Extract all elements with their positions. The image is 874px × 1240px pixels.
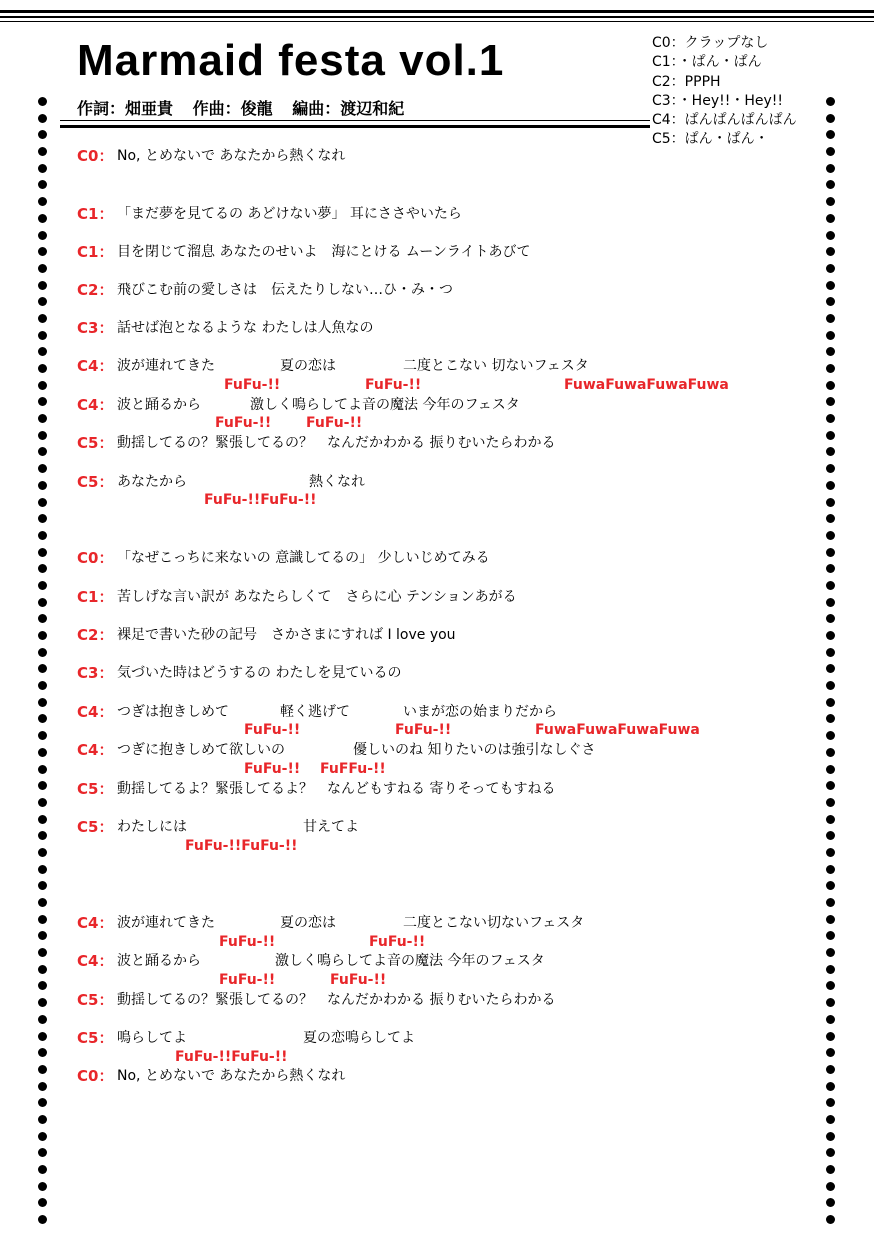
- border-dot: [826, 97, 835, 106]
- border-dot: [38, 481, 47, 490]
- fan-call: FuFu-!!: [365, 377, 422, 393]
- border-dot: [38, 1198, 47, 1207]
- border-dot: [38, 798, 47, 807]
- border-dot: [826, 481, 835, 490]
- border-dot: [826, 898, 835, 907]
- border-dot: [38, 214, 47, 223]
- call-code: C5：: [77, 473, 114, 491]
- border-dot: [38, 698, 47, 707]
- border-dot: [826, 1165, 835, 1174]
- border-dot: [826, 364, 835, 373]
- border-dot: [38, 314, 47, 323]
- lyric-text: 夏の恋は: [280, 915, 336, 931]
- top-rule-2: [0, 16, 874, 18]
- call-code: C1：: [77, 205, 114, 223]
- border-dot: [826, 1182, 835, 1191]
- border-dot: [826, 297, 835, 306]
- border-dot: [826, 180, 835, 189]
- lyric-text: No, とめないで あなたから熱くなれ: [117, 1068, 346, 1084]
- lyric-text: 二度とこない 切ないフェスタ: [403, 358, 589, 374]
- border-dot: [38, 464, 47, 473]
- border-dot: [826, 915, 835, 924]
- lyric-text: No, とめないで あなたから熱くなれ: [117, 148, 346, 164]
- lyric-text: わたしには: [117, 819, 187, 835]
- border-dot: [826, 281, 835, 290]
- border-dot: [826, 197, 835, 206]
- fan-call: FuwaFuwaFuwaFuwa: [535, 722, 700, 738]
- fan-call: FuFu-!!: [306, 415, 363, 431]
- border-dot: [826, 414, 835, 423]
- call-code: C3：: [77, 664, 114, 682]
- border-dot: [826, 831, 835, 840]
- border-dot: [826, 1048, 835, 1057]
- border-dot: [826, 765, 835, 774]
- border-dot: [38, 564, 47, 573]
- border-dot: [38, 247, 47, 256]
- border-dot: [826, 264, 835, 273]
- fan-call: FuFu-!!: [395, 722, 452, 738]
- call-code: C3：: [77, 319, 114, 337]
- border-dot: [38, 431, 47, 440]
- border-dot: [826, 431, 835, 440]
- lyric-text: 夏の恋鳴らしてよ: [303, 1030, 415, 1046]
- credits: [77, 96, 418, 119]
- call-code: C4：: [77, 952, 114, 970]
- call-code: C2：: [77, 281, 114, 299]
- border-dot: [38, 347, 47, 356]
- lyric-text: 鳴らしてよ: [117, 1030, 187, 1046]
- border-dot: [826, 698, 835, 707]
- border-dot: [38, 1115, 47, 1124]
- border-dot: [826, 214, 835, 223]
- legend-c5: C5：ぱん・ぱん・: [652, 131, 769, 148]
- border-dot: [38, 981, 47, 990]
- border-dot: [38, 514, 47, 523]
- legend-c1: C1：・ぱん・ぱん: [652, 54, 762, 71]
- border-dot: [826, 381, 835, 390]
- border-dot: [826, 648, 835, 657]
- lyric-text: 話せば泡となるような わたしは人魚なの: [117, 320, 374, 336]
- border-dot: [38, 130, 47, 139]
- border-dot: [38, 447, 47, 456]
- arranger-credit: 編曲：渡辺和紀: [292, 99, 405, 118]
- border-dot: [826, 164, 835, 173]
- border-dot: [826, 714, 835, 723]
- fan-call: FuFu-!!: [224, 377, 281, 393]
- call-code: C5：: [77, 434, 114, 452]
- lyric-text: 「まだ夢を見てるの あどけない夢」 耳にささやいたら: [117, 206, 462, 222]
- border-dot: [38, 548, 47, 557]
- border-dot: [826, 598, 835, 607]
- border-dot: [38, 931, 47, 940]
- border-dot: [826, 1115, 835, 1124]
- border-dot: [826, 815, 835, 824]
- call-code: C1：: [77, 243, 114, 261]
- legend-c2: C2：PPPH: [652, 73, 721, 90]
- border-dot: [826, 130, 835, 139]
- border-dot: [38, 1048, 47, 1057]
- lyric-text: つぎは抱きしめて: [117, 704, 229, 720]
- border-dot: [826, 447, 835, 456]
- legend-c4: C4：ぱんぱんぱんぱん: [652, 112, 797, 129]
- lyric-text: 波が連れてきた: [117, 358, 215, 374]
- call-code: C5：: [77, 991, 114, 1009]
- border-dot: [826, 865, 835, 874]
- border-dot: [826, 981, 835, 990]
- call-code: C4：: [77, 703, 114, 721]
- header-underline-thick: [60, 125, 650, 128]
- lyric-text: 二度とこない切ないフェスタ: [403, 915, 585, 931]
- border-dot: [826, 798, 835, 807]
- call-code: C5：: [77, 818, 114, 836]
- lyric-text: 苦しげな言い訳が あなたらしくて さらに心 テンションあがる: [117, 589, 517, 605]
- border-dot: [826, 948, 835, 957]
- call-code: C4：: [77, 357, 114, 375]
- border-dot: [826, 331, 835, 340]
- border-dot: [826, 1198, 835, 1207]
- border-dot: [826, 397, 835, 406]
- lyric-text: 目を閉じて溜息 あなたのせいよ 海にとける ムーンライトあびて: [117, 244, 531, 260]
- fan-call: FuFu-!!: [244, 761, 301, 777]
- border-dot: [38, 898, 47, 907]
- border-dot: [38, 831, 47, 840]
- border-dot: [38, 531, 47, 540]
- border-dot: [38, 848, 47, 857]
- fan-call: FuFu-!!: [215, 415, 272, 431]
- call-code: C2：: [77, 626, 114, 644]
- border-dot: [826, 1132, 835, 1141]
- lyric-text: 激しく鳴らしてよ音の魔法 今年のフェスタ: [250, 397, 520, 413]
- fan-call: FuFFu-!!: [320, 761, 386, 777]
- border-dot: [826, 1015, 835, 1024]
- legend-c0: C0：クラップなし: [652, 35, 769, 51]
- lyric-text: 波と踊るから: [117, 953, 201, 969]
- lyric-text: 波と踊るから: [117, 397, 201, 413]
- lyric-text: つぎに抱きしめて欲しいの: [117, 742, 285, 758]
- border-dot: [38, 1082, 47, 1091]
- border-dot: [38, 381, 47, 390]
- lyric-text: 裸足で書いた砂の記号 さかさまにすれば I love you: [117, 627, 456, 643]
- border-dot: [826, 664, 835, 673]
- border-dot: [38, 815, 47, 824]
- call-code: C4：: [77, 741, 114, 759]
- border-dot: [38, 1098, 47, 1107]
- border-dot: [38, 147, 47, 156]
- lyric-text: 夏の恋は: [280, 358, 336, 374]
- fan-call: FuFu-!!FuFu-!!: [175, 1049, 288, 1065]
- border-dot: [38, 498, 47, 507]
- fan-call: FuFu-!!: [244, 722, 301, 738]
- call-code: C4：: [77, 914, 114, 932]
- lyric-text: 気づいた時はどうするの わたしを見ているの: [117, 665, 402, 681]
- border-dot: [38, 614, 47, 623]
- border-dot: [826, 564, 835, 573]
- border-dot: [826, 1032, 835, 1041]
- border-dot: [38, 1015, 47, 1024]
- border-dot: [826, 498, 835, 507]
- border-dot: [38, 765, 47, 774]
- top-rule-3: [0, 21, 874, 22]
- border-dot: [38, 1032, 47, 1041]
- border-dot: [38, 414, 47, 423]
- border-dot: [38, 965, 47, 974]
- border-dot: [38, 397, 47, 406]
- border-dot: [38, 748, 47, 757]
- border-dot: [826, 347, 835, 356]
- lyric-text: 甘えてよ: [303, 819, 359, 835]
- border-dot: [826, 314, 835, 323]
- lyric-text: 「なぜこっちに来ないの 意識してるの」 少しいじめてみる: [117, 550, 490, 566]
- border-dot: [826, 1082, 835, 1091]
- call-code: C5：: [77, 780, 114, 798]
- border-dot: [826, 931, 835, 940]
- border-dot: [38, 948, 47, 957]
- border-dot: [826, 231, 835, 240]
- border-dot: [38, 1215, 47, 1224]
- lyric-text: 優しいのね 知りたいのは強引なしぐさ: [353, 742, 596, 758]
- border-dot: [38, 1165, 47, 1174]
- border-dot: [826, 1098, 835, 1107]
- call-legend: [652, 34, 797, 150]
- fan-call: FuwaFuwaFuwaFuwa: [564, 377, 729, 393]
- border-dot: [38, 581, 47, 590]
- lyric-text: いまが恋の始まりだから: [403, 704, 557, 720]
- border-dot: [38, 197, 47, 206]
- right-dot-border: [826, 97, 836, 1237]
- border-dot: [38, 865, 47, 874]
- border-dot: [38, 881, 47, 890]
- border-dot: [826, 848, 835, 857]
- border-dot: [38, 331, 47, 340]
- top-rule-1: [0, 10, 874, 13]
- call-code: C0：: [77, 147, 114, 165]
- song-title: Marmaid festa vol.1: [77, 36, 505, 85]
- call-code: C5：: [77, 1029, 114, 1047]
- border-dot: [38, 1148, 47, 1157]
- border-dot: [38, 231, 47, 240]
- border-dot: [38, 297, 47, 306]
- fan-call: FuFu-!!: [369, 934, 426, 950]
- border-dot: [38, 281, 47, 290]
- border-dot: [826, 247, 835, 256]
- border-dot: [38, 681, 47, 690]
- lyric-text: 波が連れてきた: [117, 915, 215, 931]
- border-dot: [38, 714, 47, 723]
- border-dot: [38, 1065, 47, 1074]
- left-dot-border: [38, 97, 48, 1237]
- border-dot: [38, 180, 47, 189]
- border-dot: [826, 464, 835, 473]
- border-dot: [826, 965, 835, 974]
- border-dot: [38, 114, 47, 123]
- border-dot: [38, 364, 47, 373]
- border-dot: [826, 147, 835, 156]
- lyric-text: 動揺してるの？緊張してるの？ なんだかわかる 振りむいたらわかる: [117, 435, 556, 451]
- border-dot: [38, 915, 47, 924]
- legend-c3: C3：・Hey!!・Hey!!: [652, 92, 783, 109]
- call-code: C0：: [77, 549, 114, 567]
- border-dot: [826, 514, 835, 523]
- fan-call: FuFu-!!: [219, 934, 276, 950]
- lyric-text: 動揺してるの？緊張してるの？ なんだかわかる 振りむいたらわかる: [117, 992, 556, 1008]
- lyricist-credit: 作詞：畑亜貴: [77, 99, 174, 118]
- border-dot: [826, 998, 835, 1007]
- fan-call: FuFu-!!FuFu-!!: [204, 492, 317, 508]
- border-dot: [826, 748, 835, 757]
- border-dot: [38, 781, 47, 790]
- lyric-text: あなたから: [117, 474, 187, 490]
- lyric-text: 飛びこむ前の愛しさは 伝えたりしない…ひ・み・つ: [117, 282, 453, 298]
- lyric-text: 軽く逃げて: [280, 704, 350, 720]
- border-dot: [38, 1132, 47, 1141]
- border-dot: [38, 264, 47, 273]
- border-dot: [826, 1148, 835, 1157]
- border-dot: [826, 881, 835, 890]
- lyric-text: 熱くなれ: [309, 474, 365, 490]
- border-dot: [826, 114, 835, 123]
- border-dot: [826, 1065, 835, 1074]
- border-dot: [38, 731, 47, 740]
- border-dot: [38, 648, 47, 657]
- border-dot: [38, 598, 47, 607]
- call-code: C4：: [77, 396, 114, 414]
- border-dot: [826, 731, 835, 740]
- border-dot: [38, 631, 47, 640]
- border-dot: [826, 781, 835, 790]
- call-code: C1：: [77, 588, 114, 606]
- border-dot: [826, 631, 835, 640]
- call-code: C0：: [77, 1067, 114, 1085]
- fan-call: FuFu-!!: [330, 972, 387, 988]
- border-dot: [38, 998, 47, 1007]
- lyric-text: 動揺してるよ？緊張してるよ？ なんどもすねる 寄りそってもすねる: [117, 781, 556, 797]
- border-dot: [38, 97, 47, 106]
- lyric-text: 激しく鳴らしてよ音の魔法 今年のフェスタ: [275, 953, 545, 969]
- fan-call: FuFu-!!: [219, 972, 276, 988]
- border-dot: [826, 1215, 835, 1224]
- border-dot: [38, 1182, 47, 1191]
- fan-call: FuFu-!!FuFu-!!: [185, 838, 298, 854]
- border-dot: [38, 664, 47, 673]
- border-dot: [826, 581, 835, 590]
- border-dot: [38, 164, 47, 173]
- border-dot: [826, 614, 835, 623]
- composer-credit: 作曲：俊龍: [192, 99, 273, 118]
- border-dot: [826, 548, 835, 557]
- border-dot: [826, 681, 835, 690]
- border-dot: [826, 531, 835, 540]
- header-underline-thin: [60, 120, 650, 121]
